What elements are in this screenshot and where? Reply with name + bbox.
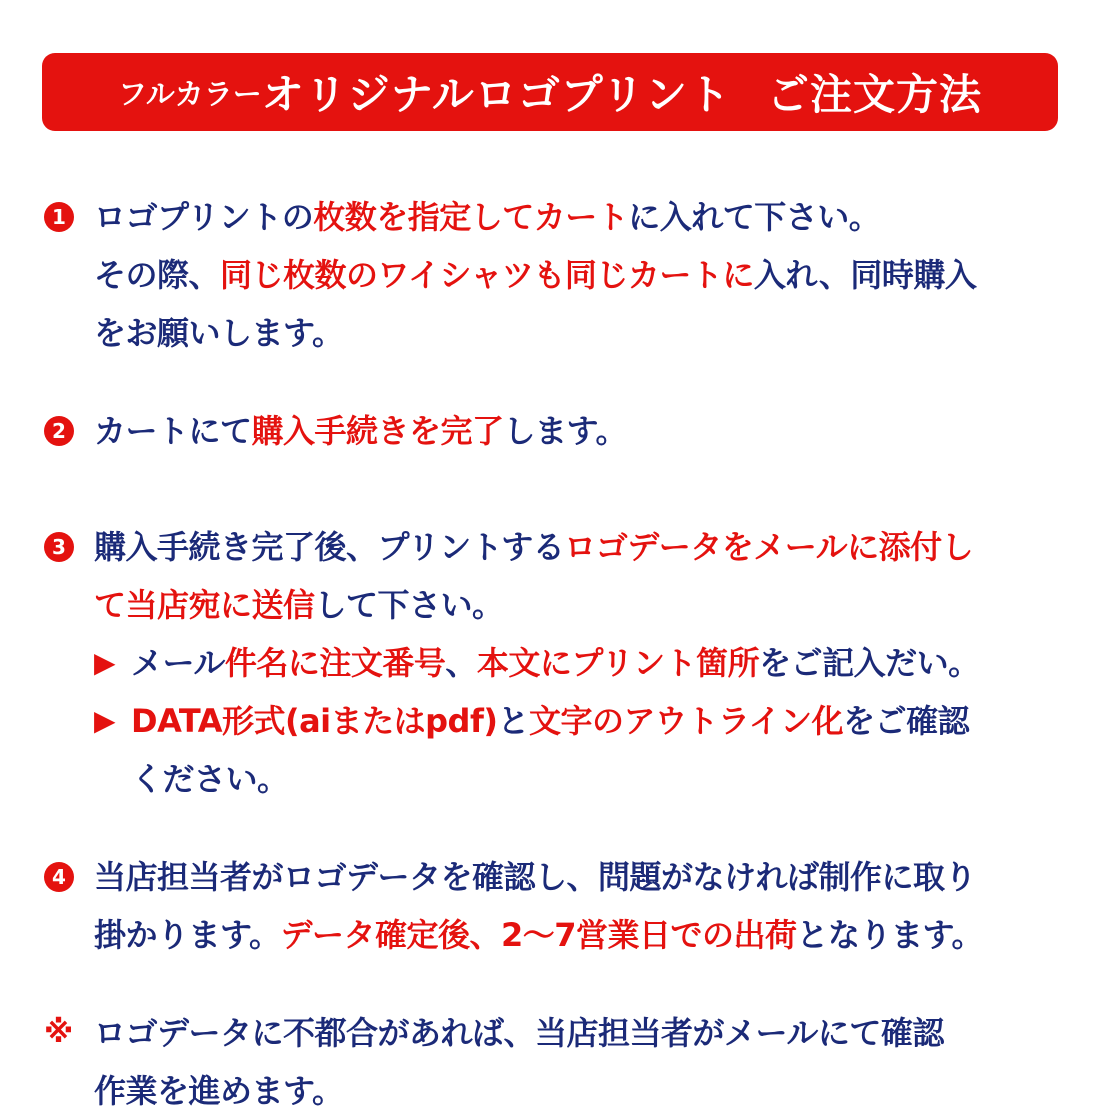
body-text: ロゴプリントの — [94, 198, 314, 236]
banner-large-text: オリジナルロゴプリント — [261, 70, 732, 119]
body-text: 作業を進めます。 — [94, 1072, 344, 1110]
body-text: メール — [131, 644, 225, 682]
banner-small-text: フルカラー — [117, 76, 262, 111]
step-2 — [44, 402, 1084, 460]
highlight-text: 件名に注文番号 — [224, 644, 446, 682]
step-4 — [44, 848, 1084, 964]
step-number-badge: 4 — [44, 862, 74, 892]
highlight-text: DATA形式(aiまたはpdf) — [131, 702, 498, 740]
text-line — [131, 750, 1084, 808]
body-text: をお願いします。 — [94, 314, 344, 352]
highlight-text: データ確定後、2〜7営業日での出荷 — [280, 916, 797, 954]
reference-mark-icon: ※ — [44, 1015, 74, 1050]
body-text: します。 — [503, 412, 627, 450]
step-number-badge: 1 — [44, 202, 74, 232]
highlight-text: て当店宛に送信 — [94, 586, 315, 624]
step-3 — [44, 518, 1084, 808]
highlight-text: 同じ枚数のワイシャツも同じカートに — [220, 256, 754, 294]
body-text: 入れ、同時購入 — [753, 256, 977, 294]
body-text: カートにて — [94, 412, 252, 450]
note-block — [44, 1004, 1084, 1120]
bullet-item — [44, 634, 1084, 692]
triangle-arrow-icon: ▶ — [94, 646, 116, 679]
highlight-text: 購入手続きを完了 — [251, 412, 504, 450]
text-line — [44, 576, 1084, 634]
body-text: その際、 — [94, 256, 221, 294]
body-text: に入れて下さい。 — [628, 198, 881, 236]
body-text: して下さい。 — [314, 586, 504, 624]
text-line — [44, 246, 1084, 304]
highlight-text: ロゴデータをメールに添付し — [564, 528, 974, 566]
instructions-list — [44, 188, 1084, 1120]
bullet-item — [44, 692, 1084, 808]
body-text: と — [497, 702, 530, 740]
highlight-text: 文字のアウトライン化 — [529, 702, 844, 740]
body-text: ください。 — [131, 760, 289, 798]
text-line — [44, 402, 1084, 460]
body-text: となります。 — [796, 916, 983, 954]
highlight-text: 枚数を指定してカート — [313, 198, 629, 236]
text-line — [44, 848, 1084, 906]
body-text: ロゴデータに不都合があれば、当店担当者がメールにて確認 — [94, 1014, 944, 1052]
text-line — [44, 518, 1084, 576]
body-text: をご確認 — [843, 702, 970, 740]
title-banner — [42, 53, 1058, 131]
body-text: 当店担当者がロゴデータを確認し、問題がなければ制作に取り — [94, 858, 977, 896]
text-line — [44, 304, 1084, 362]
banner-suffix-text: ご注文方法 — [767, 70, 983, 119]
step-1 — [44, 188, 1084, 362]
text-line — [44, 188, 1084, 246]
triangle-arrow-icon: ▶ — [94, 704, 116, 737]
step-number-badge: 3 — [44, 532, 74, 562]
text-line — [44, 1062, 1084, 1120]
highlight-text: 本文にプリント箇所 — [476, 644, 760, 682]
text-line — [44, 906, 1084, 964]
body-text: 購入手続き完了後、プリントする — [94, 528, 565, 566]
body-text: をご記入だい。 — [759, 644, 980, 682]
step-number-badge: 2 — [44, 416, 74, 446]
body-text: 、 — [445, 644, 477, 682]
text-line — [131, 692, 1084, 750]
text-line — [44, 1004, 1084, 1062]
body-text: 掛かります。 — [94, 916, 281, 954]
text-line — [131, 634, 1084, 692]
